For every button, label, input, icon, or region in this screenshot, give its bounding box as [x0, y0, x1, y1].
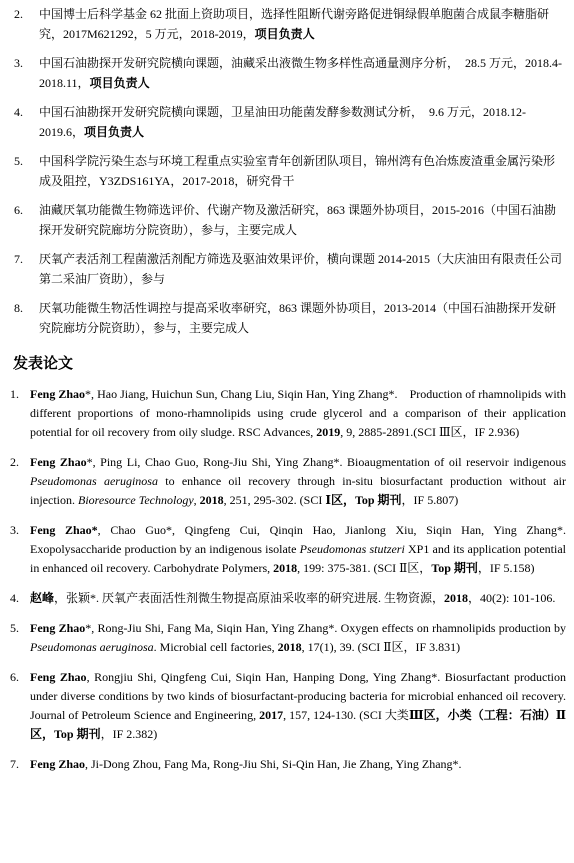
list-item: 3. Feng Zhao*, Chao Guo*, Qingfeng Cui, Qinqin Hao, Jianlong Xiu, Siqin Han, Ying Zhang*. Exopolysaccharide production by an indigenous isolate Pseudomonas stutzeri XP1 and its application potential in enhanced oil recovery. Carbohydrate Polymers, 2018, 199: 375-381. (SCI Ⅱ区，Top 期刊，IF 5.158) [10, 523, 567, 575]
list-item: 1. Feng Zhao*, Hao Jiang, Huichun Sun, Chang Liu, Siqin Han, Ying Zhang*. Production of rhamnolipids with different proportions of mono-rhamnolipids using crude glycerol and a comparison of their application potential for oil recovery from oily sludge. RSC Advances, 2019, 9, 2885-2891.(SCI Ⅲ区，IF 2.936) [10, 387, 566, 439]
list-item: 4. 中国石油勘探开发研究院横向课题，卫星油田功能菌发酵参数测试分析， 9.6 万元，2018.12-2019.6，项目负责人 [14, 105, 526, 139]
list-item: 2. Feng Zhao*, Ping Li, Chao Guo, Rong-Jiu Shi, Ying Zhang*. Bioaugmentation of oil reservoir indigenous Pseudomonas aeruginosa to enhance oil recovery through in-situ biosurfactant production without air injection. Bioresource Technology, 2018, 251, 295-302. (SCI Ⅰ区，Top 期刊，IF 5.807) [10, 455, 566, 507]
list-item: 4. 赵峰，张颖*. 厌氧产表面活性剂微生物提高原油采收率的研究进展. 生物资源，2018，40(2): 101-106. [10, 591, 556, 605]
list-item: 6. 油藏厌氧功能微生物筛选评价、代谢产物及激活研究，863 课题外协项目，2015-2016（中国石油勘探开发研究院廊坊分院资助），参与，主要完成人 [14, 203, 556, 237]
list-item: 2. 中国博士后科学基金 62 批面上资助项目，选择性阻断代谢旁路促进铜绿假单胞菌合成鼠李糖脂研究，2017M621292，5 万元，2018-2019，项目负责人 [14, 7, 550, 41]
section-title: 发表论文 [13, 354, 74, 372]
list-item: 5. 中国科学院污染生态与环境工程重点实验室青年创新团队项目，锦州湾有色冶炼废渣重金属污染形成及阻控，Y3ZDS161YA，2017-2018，研究骨干 [14, 154, 556, 188]
list-item: 7. 厌氧产表活剂工程菌激活剂配方筛选及驱油效果评价，横向课题 2014-2015（大庆油田有限责任公司第二采油厂资助），参与 [14, 252, 562, 286]
list-item: 8. 厌氧功能微生物活性调控与提高采收率研究，863 课题外协项目，2013-2014（中国石油勘探开发研究院廊坊分院资助），参与，主要完成人 [14, 301, 556, 335]
list-item: 5. Feng Zhao*, Rong-Jiu Shi, Fang Ma, Siqin Han, Ying Zhang*. Oxygen effects on rhamnolipids production by Pseudomonas aeruginosa. Microbial cell factories, 2018, 17(1), 39. (SCI Ⅱ区，IF 3.831) [10, 621, 566, 654]
paper-list [10, 385, 567, 774]
list-item: 3. 中国石油勘探开发研究院横向课题，油藏采出液微生物多样性高通量测序分析， 28.5 万元，2018.4-2018.11，项目负责人 [14, 56, 562, 90]
project-list [14, 4, 566, 338]
list-item: 7. Feng Zhao, Ji-Dong Zhou, Fang Ma, Rong-Jiu Shi, Si-Qin Han, Jie Zhang, Ying Zhang*. [10, 757, 462, 771]
list-item: 6. Feng Zhao, Rongjiu Shi, Qingfeng Cui, Siqin Han, Hanping Dong, Ying Zhang*. Biosurfactant production under diverse conditions by two kinds of biosurfactant-producing bacteria for microbial enhanced oil recovery. Journal of Petroleum Science and Engineering, 2017, 157, 124-130. (SCI 大类Ⅲ区，小类（工程：石油）Ⅱ区，Top 期刊，IF 2.382) [10, 670, 567, 741]
